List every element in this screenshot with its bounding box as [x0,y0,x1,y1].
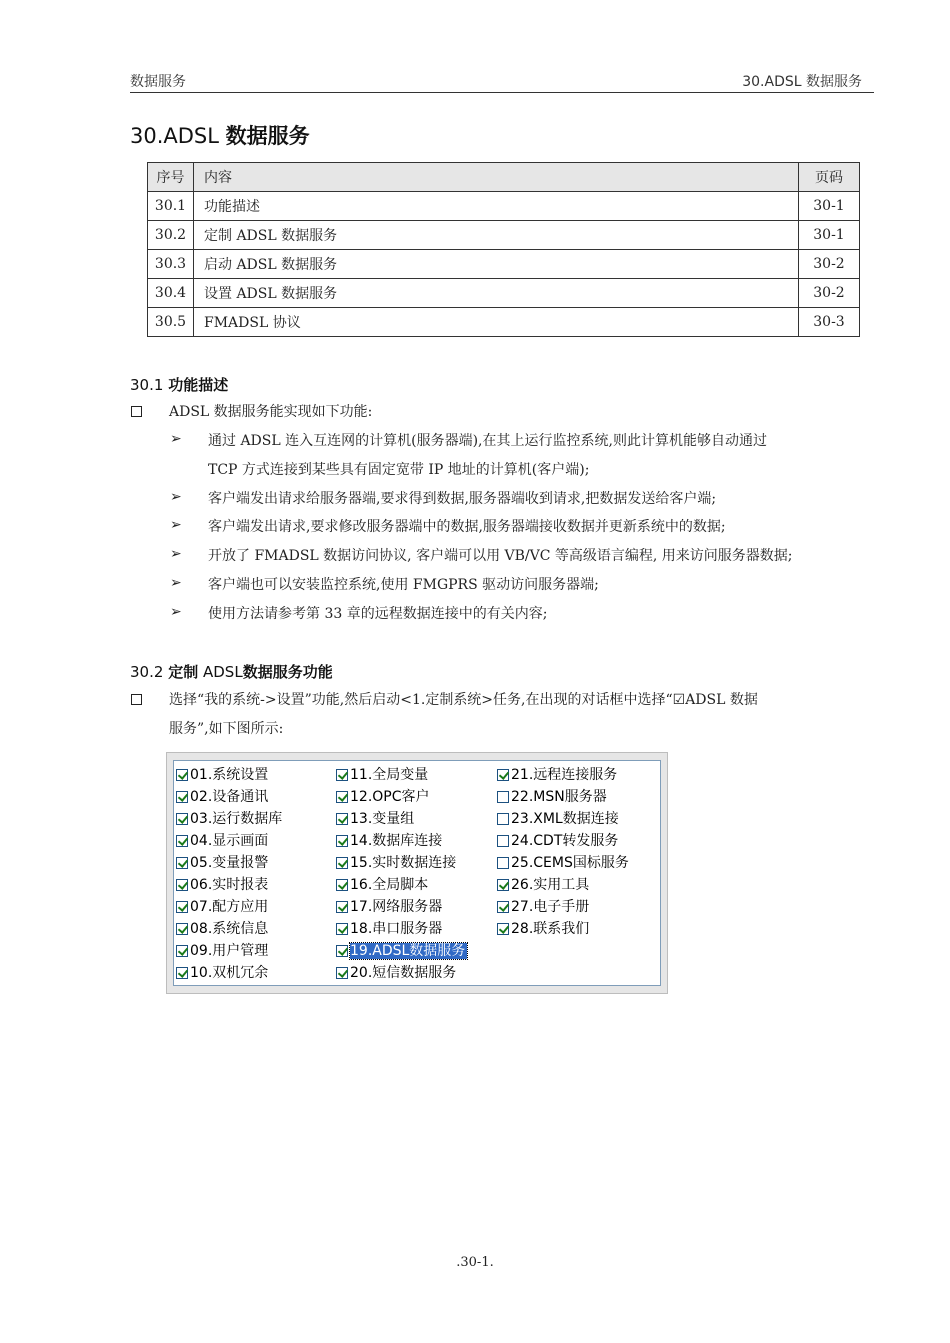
module-checkbox[interactable] [176,809,282,829]
checkbox-list-panel [173,760,661,986]
section-1-title-text: 功能描述 [168,376,229,394]
arrow-bullet-icon: ➢ [170,489,182,505]
toc-cell: 30-1 [799,192,860,221]
module-checkbox[interactable] [497,919,589,939]
checkbox-label: 11.全局变量 [350,767,429,783]
module-checkbox[interactable] [336,875,428,895]
checkbox-label: 20.短信数据服务 [350,965,457,981]
checkbox-label: 16.全局脚本 [350,877,429,893]
customize-system-dialog [166,752,668,994]
checked-checkbox-icon[interactable] [336,769,348,781]
checkbox-label: 06.实时报表 [190,877,269,893]
module-checkbox[interactable] [336,765,428,785]
page-header [130,68,874,93]
arrow-bullet-icon: ➢ [170,546,182,562]
module-checkbox[interactable] [176,963,268,983]
section-1-intro: ADSL 数据服务能实现如下功能: [169,404,373,420]
toc-header-cell: 页码 [799,163,860,192]
unchecked-checkbox-icon[interactable] [497,791,509,803]
square-bullet-icon [131,694,142,705]
checkbox-label: 19.ADSL数据服务 [350,943,466,959]
section-1-number: 30.1 [130,376,164,394]
module-checkbox[interactable] [497,897,589,917]
checked-checkbox-icon[interactable] [336,879,348,891]
toc-cell: FMADSL 协议 [194,308,799,337]
module-checkbox[interactable] [176,941,268,961]
module-checkbox[interactable] [336,853,456,873]
checked-checkbox-icon[interactable] [176,857,188,869]
toc-cell: 30.1 [148,192,194,221]
header-right: 30.ADSL 数据服务 [742,74,862,90]
toc-header-row [148,163,860,192]
toc-header-cell: 内容 [194,163,799,192]
checked-checkbox-icon[interactable] [176,945,188,957]
toc-cell: 30.2 [148,221,194,250]
section-2-title-mid: ADSL [202,663,243,681]
checked-checkbox-icon[interactable] [336,967,348,979]
checkbox-label: 09.用户管理 [190,943,269,959]
module-checkbox[interactable] [176,831,268,851]
list-item-continuation: TCP 方式连接到某些具有固定宽带 IP 地址的计算机(客户端); [208,462,590,478]
unchecked-checkbox-icon[interactable] [497,813,509,825]
list-item: 使用方法请参考第 33 章的远程数据连接中的有关内容; [208,606,548,622]
checked-checkbox-icon[interactable] [336,901,348,913]
checked-checkbox-icon[interactable] [336,835,348,847]
checked-checkbox-icon[interactable] [176,879,188,891]
page-number: .30-1. [456,1255,494,1270]
module-checkbox[interactable] [336,831,442,851]
list-item: 通过 ADSL 连入互连网的计算机(服务器端),在其上运行监控系统,则此计算机能够自动通过 [208,433,767,449]
checkbox-label: 18.串口服务器 [350,921,443,937]
toc-cell: 30-3 [799,308,860,337]
chapter-title-text: 数据服务 [225,124,310,148]
table-row [148,308,860,337]
checkbox-label: 08.系统信息 [190,921,269,937]
table-row [148,192,860,221]
unchecked-checkbox-icon[interactable] [497,835,509,847]
checkbox-label: 01.系统设置 [190,767,269,783]
checkbox-label: 21.远程连接服务 [511,767,618,783]
checked-checkbox-icon[interactable] [497,769,509,781]
module-checkbox[interactable] [176,853,268,873]
toc-cell: 30-2 [799,250,860,279]
checked-checkbox-icon[interactable] [176,967,188,979]
arrow-bullet-icon: ➢ [170,575,182,591]
arrow-bullet-icon: ➢ [170,431,182,447]
checkbox-label: 04.显示画面 [190,833,269,849]
header-left: 数据服务 [130,74,186,90]
section-2-title [130,661,333,682]
checkbox-label: 23.XML数据连接 [511,811,619,827]
module-checkbox[interactable] [497,809,619,829]
toc-cell: 30.4 [148,279,194,308]
chapter-title [130,120,310,150]
checked-checkbox-icon[interactable] [176,769,188,781]
checked-checkbox-icon[interactable] [176,791,188,803]
arrow-bullet-icon: ➢ [170,604,182,620]
arrow-bullet-icon: ➢ [170,517,182,533]
module-checkbox[interactable] [497,831,618,851]
checked-checkbox-icon[interactable] [336,857,348,869]
section-2-line-2: 服务”,如下图所示: [169,721,284,737]
checkbox-label: 07.配方应用 [190,899,269,915]
module-checkbox[interactable] [176,897,268,917]
checked-checkbox-icon[interactable] [176,923,188,935]
checkbox-label: 02.设备通讯 [190,789,269,805]
toc-cell: 30.5 [148,308,194,337]
checkbox-label: 10.双机冗余 [190,965,269,981]
toc-header-cell: 序号 [148,163,194,192]
table-row [148,221,860,250]
checked-checkbox-icon[interactable] [497,923,509,935]
checked-checkbox-icon[interactable] [336,813,348,825]
square-bullet-icon [131,406,142,417]
checkbox-label: 14.数据库连接 [350,833,443,849]
chapter-number: 30.ADSL [130,124,219,148]
checked-checkbox-icon[interactable] [497,901,509,913]
table-row [148,250,860,279]
module-checkbox[interactable] [497,765,617,785]
checkbox-label: 13.变量组 [350,811,415,827]
checked-checkbox-icon[interactable] [336,923,348,935]
module-checkbox[interactable] [336,809,414,829]
checkbox-label: 15.实时数据连接 [350,855,457,871]
toc-cell: 30.3 [148,250,194,279]
section-2-number: 30.2 [130,663,164,681]
checked-checkbox-icon[interactable] [497,879,509,891]
checked-checkbox-icon[interactable] [176,835,188,847]
toc-table [147,162,860,337]
toc-cell: 30-1 [799,221,860,250]
checked-checkbox-icon[interactable] [336,945,348,957]
checkbox-label: 05.变量报警 [190,855,269,871]
list-item: 客户端发出请求给服务器端,要求得到数据,服务器端收到请求,把数据发送给客户端; [208,491,717,507]
checkbox-label: 12.OPC客户 [350,789,430,805]
list-item: 开放了 FMADSL 数据访问协议, 客户端可以用 VB/VC 等高级语言编程, 用来访问服务器数据; [208,548,793,564]
checkbox-label: 26.实用工具 [511,877,590,893]
module-checkbox[interactable] [336,963,456,983]
toc-cell: 功能描述 [194,192,799,221]
toc-cell: 30-2 [799,279,860,308]
module-checkbox[interactable] [176,765,268,785]
list-item: 客户端也可以安装监控系统,使用 FMGPRS 驱动访问服务器端; [208,577,599,593]
module-checkbox[interactable] [336,941,467,961]
checkbox-label: 03.运行数据库 [190,811,283,827]
unchecked-checkbox-icon[interactable] [497,857,509,869]
list-item: 客户端发出请求,要求修改服务器端中的数据,服务器端接收数据并更新系统中的数据; [208,519,726,535]
checkbox-label: 25.CEMS国标服务 [511,855,629,871]
toc-cell: 设置 ADSL 数据服务 [194,279,799,308]
toc-cell: 定制 ADSL 数据服务 [194,221,799,250]
module-checkbox[interactable] [336,787,430,807]
module-checkbox[interactable] [176,919,268,939]
module-checkbox[interactable] [497,787,607,807]
toc-cell: 启动 ADSL 数据服务 [194,250,799,279]
checked-checkbox-icon[interactable] [176,901,188,913]
section-2-title-suffix: 数据服务功能 [242,663,333,681]
section-2-title-prefix: 定制 [168,663,199,681]
module-checkbox[interactable] [336,897,442,917]
module-checkbox[interactable] [497,875,589,895]
checked-checkbox-icon[interactable] [176,813,188,825]
checkbox-label: 27.电子手册 [511,899,590,915]
module-checkbox[interactable] [176,875,268,895]
module-checkbox[interactable] [176,787,268,807]
checkbox-label: 22.MSN服务器 [511,789,607,805]
table-row [148,279,860,308]
module-checkbox[interactable] [497,853,629,873]
checked-checkbox-icon[interactable] [336,791,348,803]
checkbox-label: 24.CDT转发服务 [511,833,619,849]
checkbox-label: 28.联系我们 [511,921,590,937]
checkbox-label: 17.网络服务器 [350,899,443,915]
section-2-line-1: 选择“我的系统->设置”功能,然后启动<1.定制系统>任务,在出现的对话框中选择“☑ADSL 数据 [169,692,758,708]
section-1-title [130,374,228,395]
module-checkbox[interactable] [336,919,442,939]
